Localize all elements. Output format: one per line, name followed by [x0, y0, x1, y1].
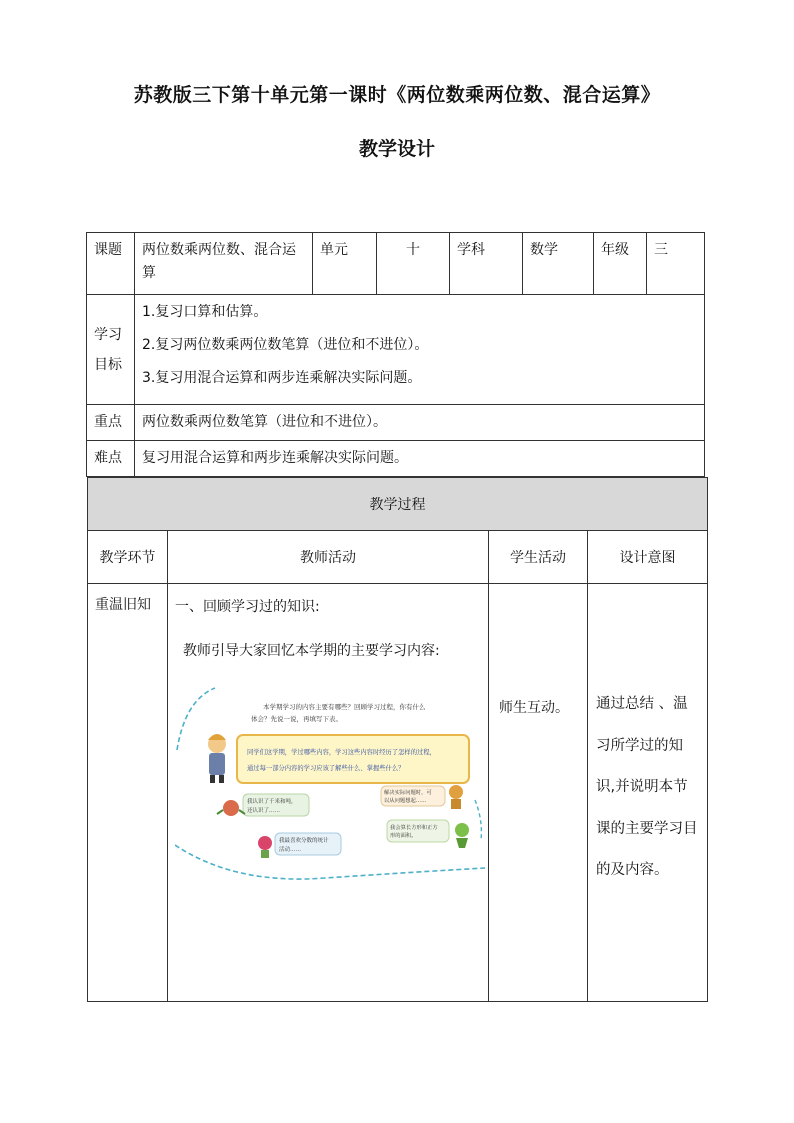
girl-body-icon: [209, 753, 225, 775]
bubble3-line2: 形的面积。: [390, 833, 417, 839]
column-stage: 教学环节: [88, 531, 168, 584]
unit-label: 单元: [313, 233, 377, 295]
document-title: 苏教版三下第十单元第一课时《两位数乘两位数、混合运算》: [133, 84, 661, 106]
grade-label: 年级: [594, 233, 647, 295]
teaching-process-table: [87, 477, 708, 1002]
bubble4-line1: 我最喜欢分数的统计: [279, 838, 329, 844]
unit-value: 十: [377, 233, 450, 295]
key-point-label: 重点: [87, 405, 135, 441]
column-teacher: 教师活动: [168, 531, 489, 584]
bubble1-line1: 我认识了千米和吨，: [247, 799, 297, 805]
difficulty-value: 复习用混合运算和两步连乘解决实际问题。: [135, 441, 705, 477]
girl-hair-icon: [208, 734, 226, 740]
topic-value: 两位数乘两位数、混合运算: [135, 233, 313, 295]
goal-item: 2.复习两位数乘两位数笔算（进位和不进位）。: [142, 337, 429, 353]
character-icon: [223, 800, 239, 816]
goals-label: 学习目标: [87, 295, 135, 405]
textbook-illustration: [175, 680, 485, 880]
goal-item: 1.复习口算和估算。: [142, 304, 268, 320]
character-body-icon: [451, 799, 461, 809]
character-body-icon: [261, 850, 269, 858]
subject-value: 数学: [523, 233, 594, 295]
bubble3-line1: 我会算长方形和正方: [390, 825, 438, 831]
illustration-svg: [175, 680, 485, 880]
lesson-info-table: [86, 232, 705, 477]
character-icon: [258, 836, 272, 850]
goals-list: [135, 295, 705, 405]
goal-item: 3.复习用混合运算和两步连乘解决实际问题。: [142, 370, 422, 386]
teacher-activity-cell: [168, 584, 489, 1002]
column-intent: 设计意图: [588, 531, 708, 584]
bubble2-line2: 以从问题想起……: [384, 798, 427, 804]
decorative-arc: [475, 800, 481, 840]
teacher-heading: 一、回顾学习过的知识:: [175, 599, 320, 615]
bubble1-line2: 还认识了……: [247, 808, 281, 814]
difficulty-label: 难点: [87, 441, 135, 477]
illus-prompt-line1: 本学期学习的内容主要有哪些？回顾学习过程，你有什么: [263, 704, 426, 711]
character-body-icon: [456, 838, 468, 848]
teacher-text: 教师引导大家回忆本学期的主要学习内容:: [183, 643, 440, 659]
document-subtitle: 教学设计: [358, 138, 435, 160]
subject-label: 学科: [450, 233, 523, 295]
process-header: 教学过程: [88, 478, 708, 531]
illus-banner-line2: 通过每一部分内容的学习应该了解些什么、掌握些什么？: [247, 765, 405, 772]
character-icon: [449, 785, 463, 799]
topic-label: 课题: [87, 233, 135, 295]
character-icon: [455, 823, 469, 837]
bubble2-line1: 解决实际问题时，可: [384, 790, 432, 796]
key-point-value: 两位数乘两位数笔算（进位和不进位）。: [135, 405, 705, 441]
student-activity-cell: 师生互动。: [489, 584, 588, 1002]
design-intent-cell: 通过总结 、温习所学过的知识,并说明本节课的主要学习目的及内容。: [588, 584, 708, 1002]
illus-banner-line1: 同学们这学期，学过哪些内容，学习这些内容时经历了怎样的过程，: [247, 749, 436, 756]
stage-cell: 重温旧知: [88, 584, 168, 1002]
girl-leg-icon: [210, 775, 215, 783]
column-student: 学生活动: [489, 531, 588, 584]
girl-leg-icon: [219, 775, 224, 783]
illus-prompt-line2: 体会？先说一说，再填写下表。: [251, 716, 342, 723]
bubble4-line2: 活动……: [279, 847, 302, 853]
illus-banner: [237, 735, 469, 783]
grade-value: 三: [647, 233, 705, 295]
